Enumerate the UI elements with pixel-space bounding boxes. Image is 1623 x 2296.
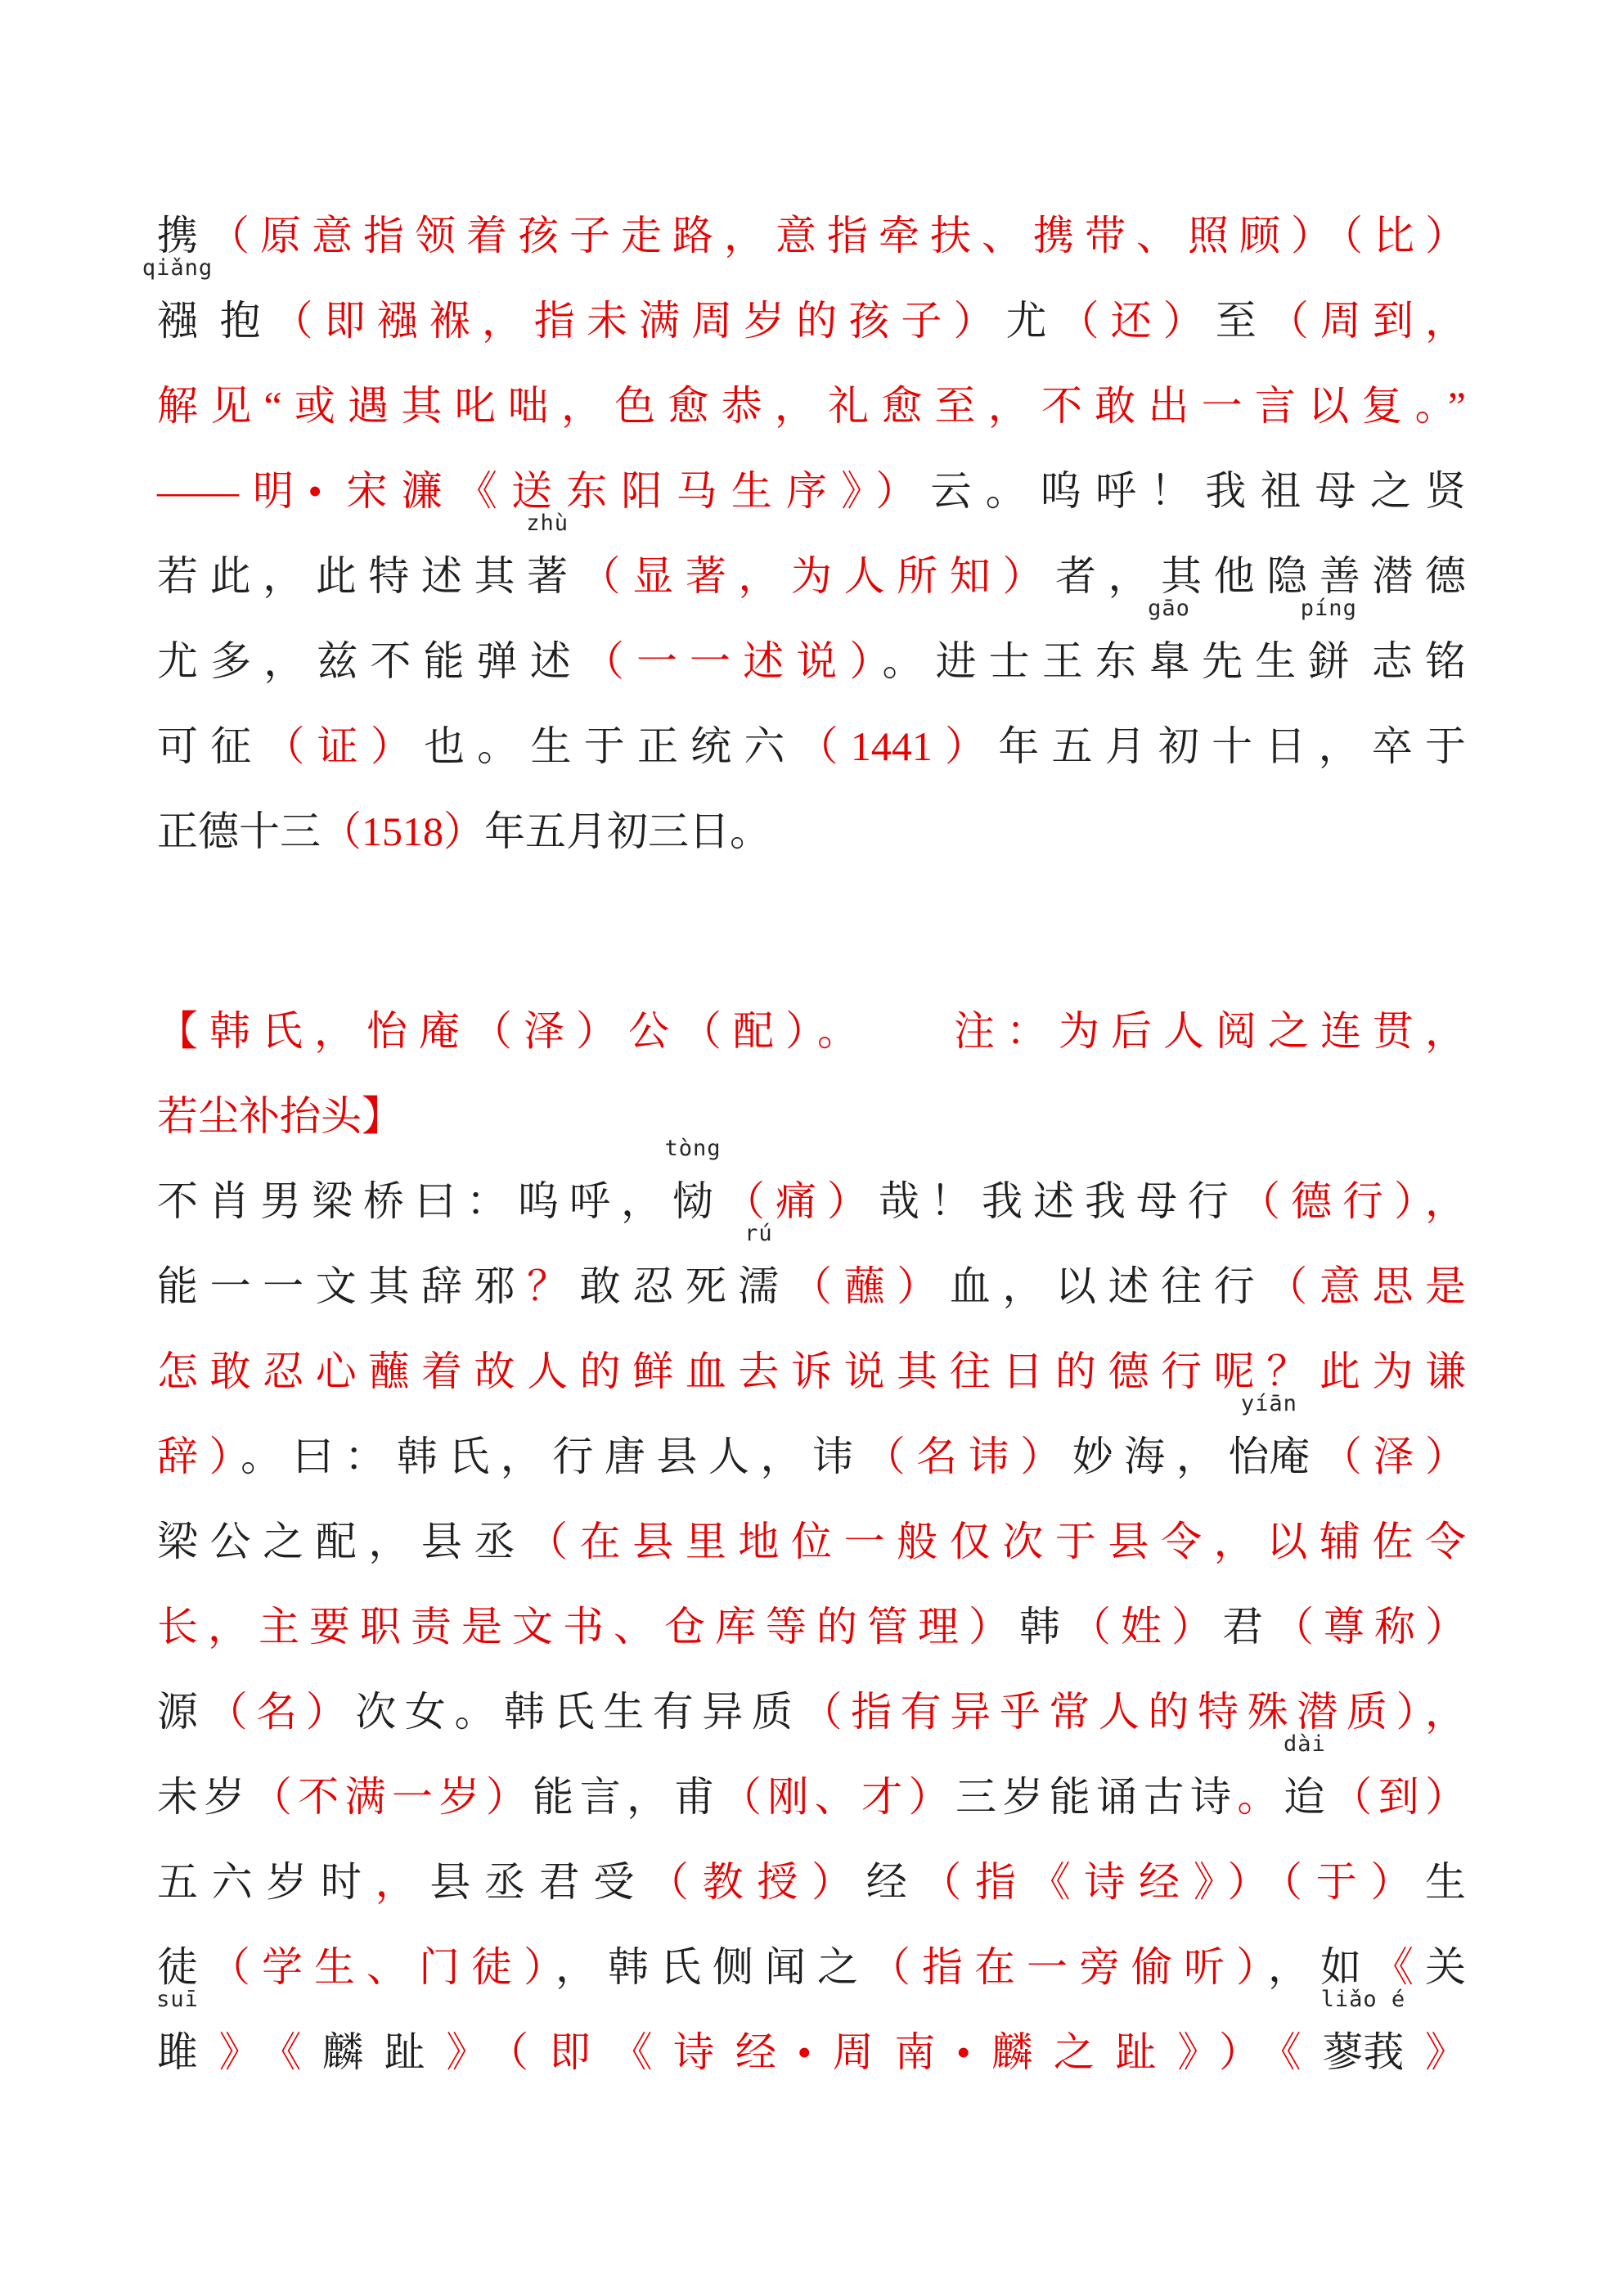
text-segment: 》《 (198, 2029, 323, 2075)
text-segment: （周到， (1267, 298, 1466, 344)
paragraph (157, 988, 1466, 1159)
text-segment: 至 (1215, 298, 1268, 344)
text-segment: ，韩氏侧闻之 (555, 1944, 870, 1990)
pinyin-annotation: gāo (1148, 596, 1190, 621)
text-segment: 鉼 (1308, 638, 1350, 684)
text-line (157, 1074, 1466, 1159)
ruby-group (1148, 596, 1190, 704)
text-segment: （意思是 (1266, 1263, 1467, 1309)
text-segment: 尤 (1005, 298, 1059, 344)
text-segment: 能一一文其辞邪 (157, 1263, 528, 1309)
text-segment: 云。呜呼！我祖母之贤 (930, 468, 1466, 514)
text-line (157, 596, 1467, 704)
text-segment: 君 (1222, 1604, 1273, 1650)
text-segment: （泽） (1310, 1434, 1467, 1479)
text-segment: （教授） (648, 1859, 866, 1905)
text-segment: 《 (1373, 1944, 1425, 1990)
text-segment: 者，其他隐善潜德 (1054, 553, 1467, 599)
text-segment: （显著，为人所知） (568, 553, 1055, 599)
text-segment: 尤多，兹不能弹述 (157, 638, 583, 684)
paragraph (142, 193, 1467, 874)
text-segment: 未岁 (157, 1774, 251, 1820)
text-segment: （指有异乎常人的特殊潜质）， (801, 1689, 1467, 1735)
text-segment: 妙海， (1072, 1434, 1229, 1479)
text-segment: 》（即《诗经•周南•麟之趾》）《 (446, 2029, 1323, 2075)
text-line (157, 1136, 1466, 1244)
text-segment: 携 (157, 213, 209, 259)
text-segment: 恸 (672, 1178, 713, 1224)
ruby-group (664, 1136, 722, 1244)
paragraph (156, 1136, 1467, 2095)
text-segment: 可征 (157, 723, 264, 769)
text-segment: （名讳） (864, 1434, 1072, 1479)
ruby-group (156, 1987, 199, 2095)
document-body (142, 193, 1467, 2095)
text-segment: 不肖男梁桥曰：呜呼， (157, 1178, 672, 1224)
pinyin-annotation: suī (156, 1987, 199, 2012)
text-segment: 次女。韩氏生有异质 (355, 1689, 802, 1735)
text-segment: 解见“或遇其叱咄，色愈恭，礼愈至，不敢出一言以复。” (157, 383, 1466, 429)
text-segment: 先生 (1189, 638, 1309, 684)
text-segment: 迨 (1284, 1774, 1325, 1820)
pinyin-annotation: rú (744, 1221, 773, 1246)
text-segment: 生 (1425, 1859, 1467, 1905)
text-line (157, 1839, 1466, 1925)
text-segment: 若尘补抬头】 (157, 1093, 402, 1139)
text-segment: 襁 (157, 298, 198, 344)
text-line (157, 789, 1466, 874)
pinyin-annotation: zhù (526, 511, 569, 536)
text-segment: 怎敢忍心蘸着故人的鲜血去诉说其往日的德行呢？此为谦 (157, 1348, 1466, 1394)
ruby-group (1320, 1987, 1406, 2095)
text-segment: 。进士王东 (882, 638, 1149, 684)
text-segment: （还） (1058, 298, 1216, 344)
text-segment: 三岁能诵古诗 (955, 1774, 1238, 1820)
text-segment: 。曰：韩氏，行唐县人，讳 (241, 1434, 865, 1479)
text-segment: （名） (206, 1689, 356, 1735)
text-line (157, 1669, 1467, 1757)
text-segment: 濡 (738, 1263, 780, 1309)
text-line (157, 1391, 1467, 1499)
text-segment: 经 (865, 1859, 921, 1905)
text-line (157, 511, 1467, 619)
text-line (157, 1221, 1467, 1329)
text-segment: （尊称） (1273, 1604, 1466, 1650)
ruby-group (526, 511, 569, 619)
text-line (157, 363, 1466, 448)
text-segment: ，如 (1268, 1944, 1373, 1990)
text-segment: 》 (1404, 2029, 1467, 2075)
text-segment: （即襁褓，指未满周岁的孩子） (272, 298, 1006, 344)
text-segment: （痛） (713, 1178, 879, 1224)
text-segment: （不满一岁） (250, 1774, 533, 1820)
text-segment: （到） (1324, 1774, 1467, 1820)
text-segment: 。 (1237, 1774, 1284, 1820)
text-line (157, 704, 1466, 789)
text-segment: 梁公之配，县丞 (157, 1519, 528, 1564)
text-segment: 能言，甫 (533, 1774, 721, 1820)
text-segment: 臯 (1149, 638, 1189, 684)
text-line (157, 448, 1466, 536)
text-line (142, 255, 1466, 363)
text-segment: （蘸） (779, 1263, 950, 1309)
text-segment: 敢忍死 (579, 1263, 739, 1309)
text-segment: （1518） (321, 808, 484, 854)
text-segment: （一一述说） (582, 638, 883, 684)
text-segment: （指《诗经》）（于） (920, 1859, 1426, 1905)
text-segment: （1441） (797, 723, 999, 769)
text-line (157, 1499, 1466, 1584)
text-segment: 麟趾 (322, 2029, 447, 2075)
text-line (157, 1584, 1466, 1669)
text-line (156, 1987, 1467, 2095)
text-segment: （刚、才） (720, 1774, 955, 1820)
text-segment: （姓） (1070, 1604, 1222, 1650)
text-segment: 雎 (157, 2029, 198, 2075)
text-segment: （证） (263, 723, 425, 769)
ruby-group (1228, 1391, 1311, 1499)
pinyin-annotation: qiǎng (142, 255, 214, 281)
text-segment: 长，主要职责是文书、仓库等的管理） (157, 1604, 1019, 1650)
text-line (157, 1731, 1467, 1839)
text-segment: 正德十三 (157, 808, 321, 854)
pinyin-annotation: dài (1283, 1731, 1326, 1757)
text-segment: 怡庵 (1228, 1434, 1311, 1479)
text-segment: 年五月初三日。 (484, 808, 771, 854)
text-segment: 志铭 (1349, 638, 1467, 684)
text-segment: 辞） (157, 1434, 241, 1479)
text-segment: 徒 (157, 1944, 209, 1990)
text-segment: （德行）， (1239, 1178, 1466, 1224)
text-segment: 关 (1425, 1944, 1466, 1990)
text-segment: ， (375, 1859, 430, 1905)
text-line (157, 988, 1466, 1074)
pinyin-annotation: liǎo é (1320, 1987, 1406, 2012)
pinyin-annotation: píng (1300, 596, 1357, 621)
ruby-group (738, 1221, 780, 1329)
text-segment: （指在一旁偷听） (870, 1944, 1268, 1990)
text-segment: 抱 (198, 298, 272, 344)
text-segment: 也。生于正统六 (424, 723, 798, 769)
text-segment: 五六岁时 (157, 1859, 375, 1905)
text-line (157, 1925, 1466, 2010)
text-segment: （在县里地位一般仅次于县令，以辅佐令 (527, 1519, 1467, 1564)
pinyin-annotation: tòng (664, 1136, 722, 1161)
text-segment: ？ (527, 1263, 580, 1309)
ruby-group (142, 255, 214, 363)
text-segment: （原意指领着孩子走路，意指牵扶、携带、照顾）（比） (209, 213, 1466, 259)
text-segment: 若此，此特述其 (157, 553, 528, 599)
text-segment: 源 (157, 1689, 207, 1735)
text-segment: 【韩氏，怡庵（泽）公（配）。 注：为后人阅之连贯， (157, 1008, 1466, 1054)
text-segment: 年五月初十日，卒于 (998, 723, 1467, 769)
text-segment: （学生、门徒） (209, 1944, 555, 1990)
text-segment: 县丞君受 (429, 1859, 649, 1905)
text-segment: 血，以述往行 (949, 1263, 1267, 1309)
ruby-group (1300, 596, 1357, 704)
text-segment: 韩 (1019, 1604, 1070, 1650)
pinyin-annotation: yíān (1240, 1391, 1297, 1416)
text-segment: ——明• 宋濂《送东阳马生序》） (157, 468, 931, 514)
text-segment: 著 (527, 553, 569, 599)
text-line (157, 193, 1466, 278)
text-segment: 哉！我述我母行 (879, 1178, 1239, 1224)
text-segment: 蓼莪 (1322, 2029, 1405, 2075)
ruby-group (1283, 1731, 1326, 1839)
